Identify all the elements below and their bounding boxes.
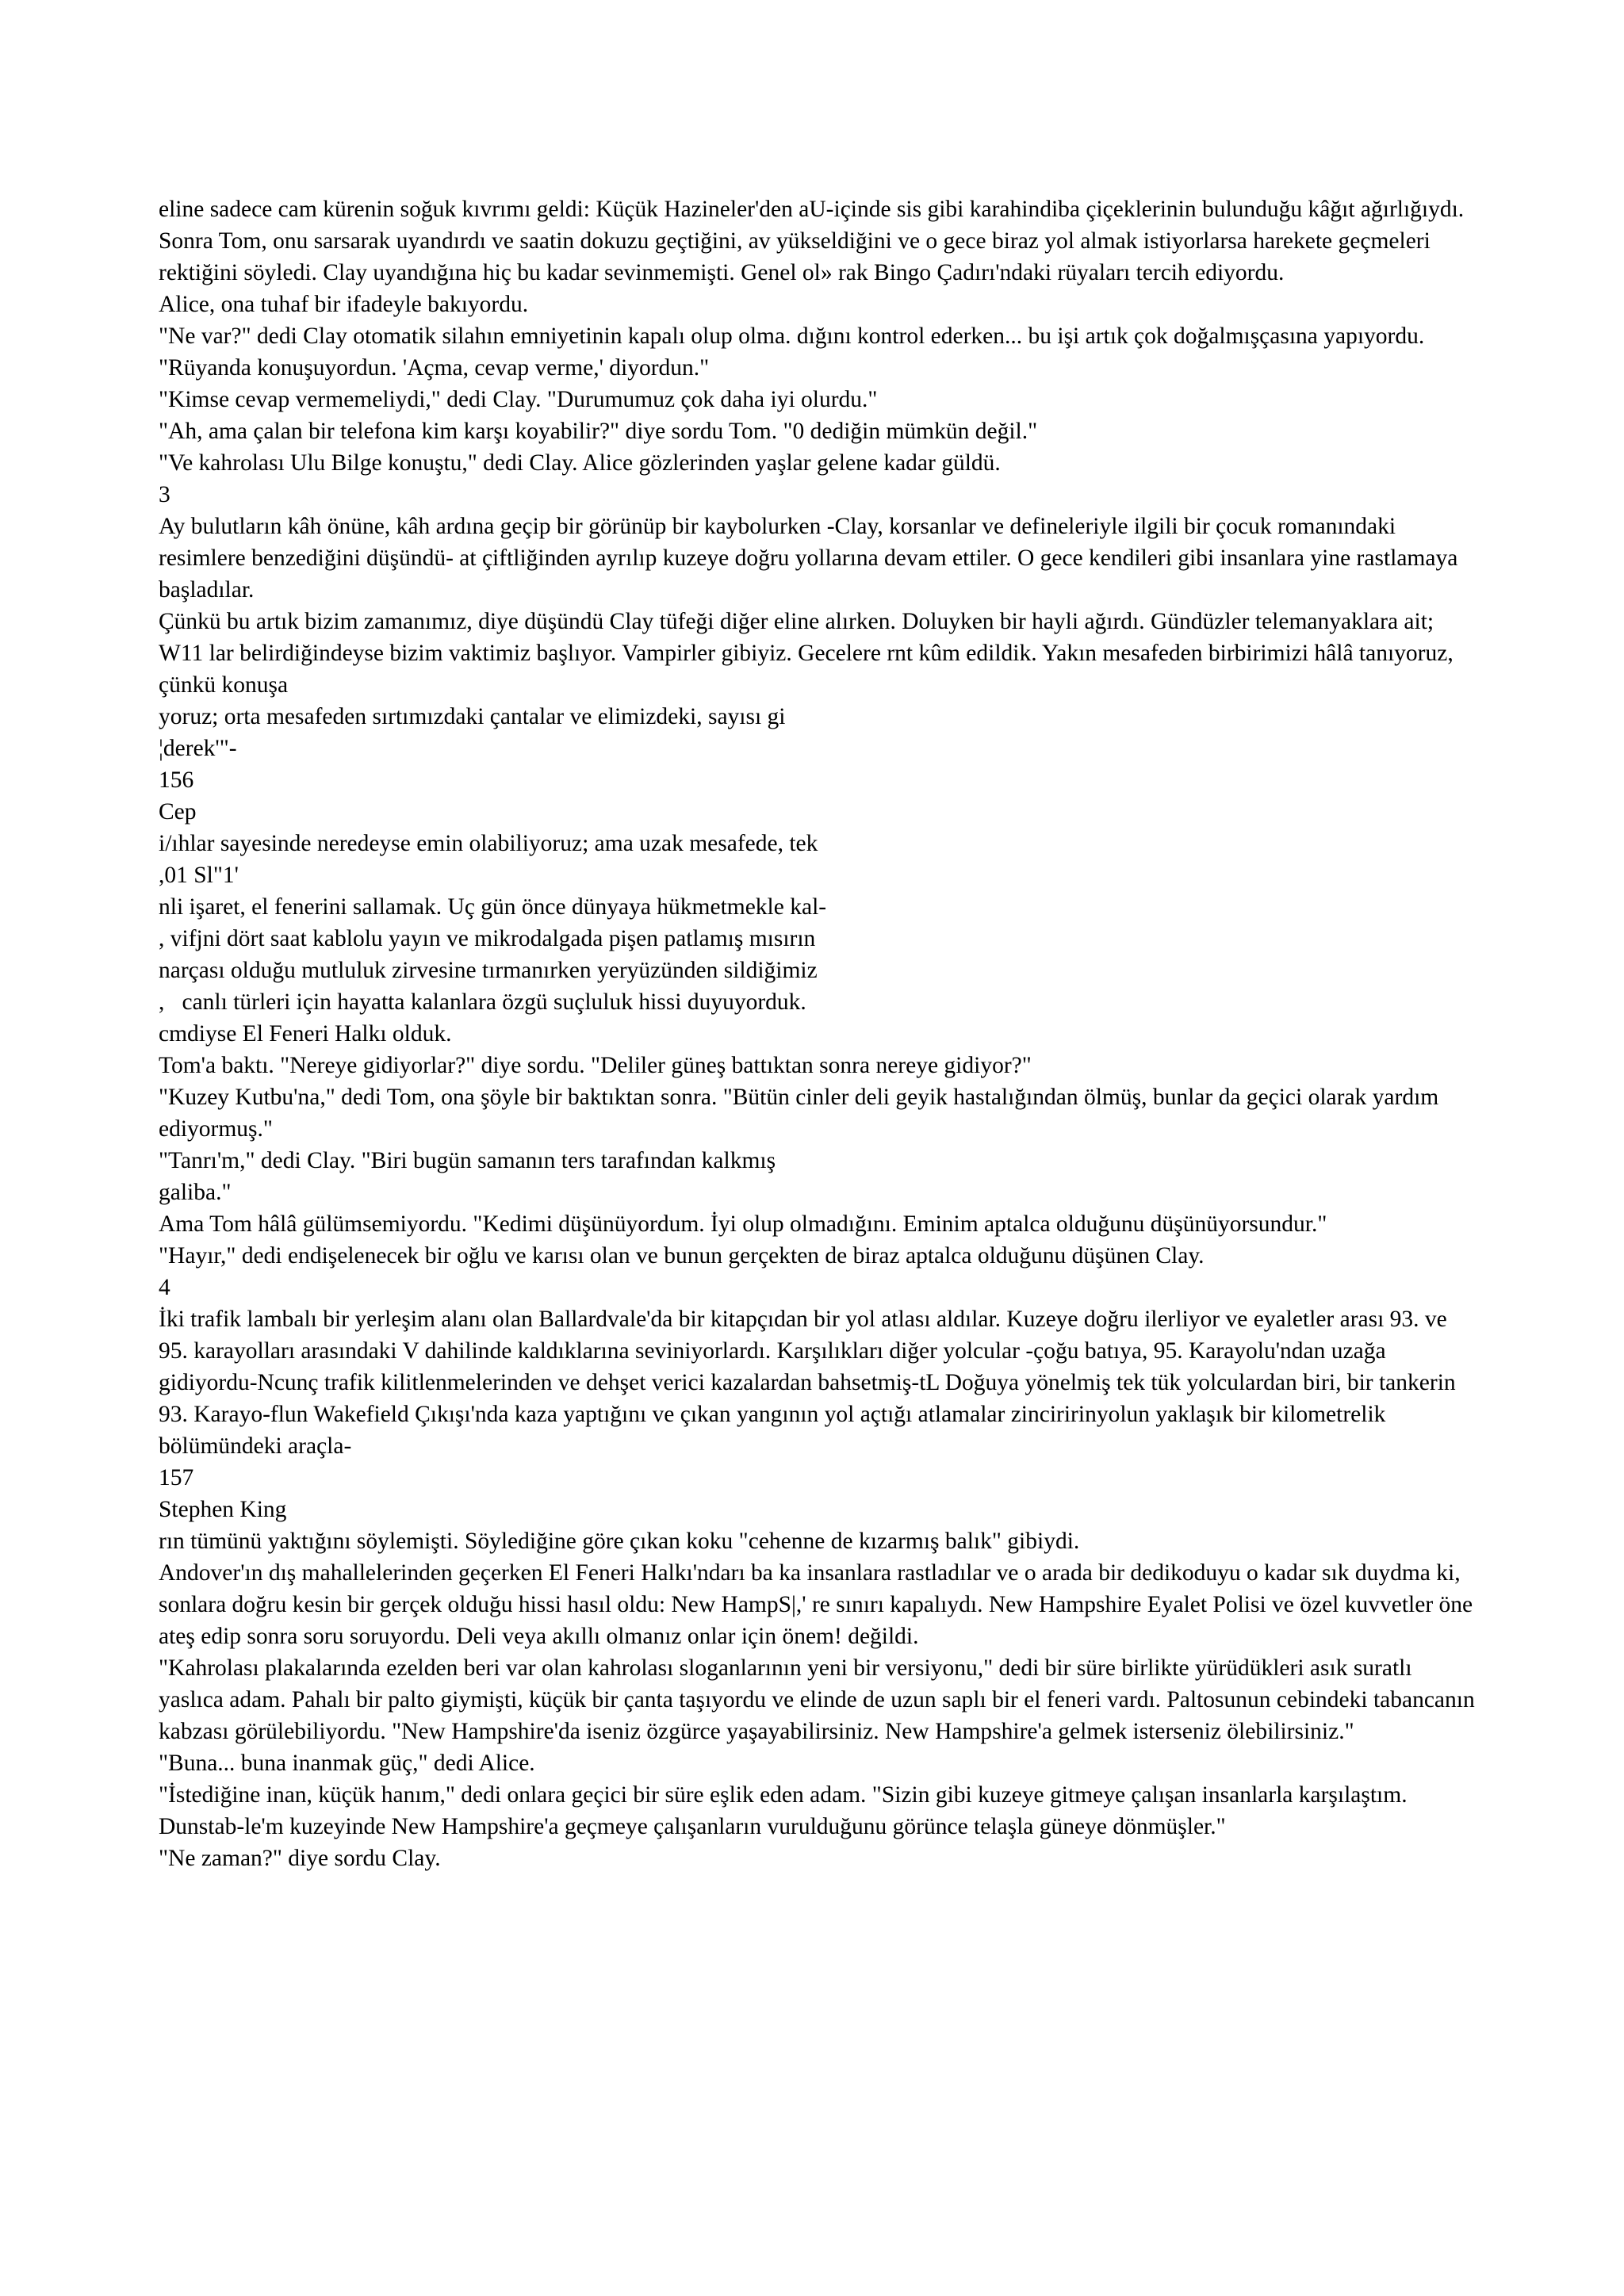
text-line: Sonra Tom, onu sarsarak uyandırdı ve saatin dokuzu geçtiğini, av yükseldiğini ve o gece biraz yol almak istiyorlarsa harekete geçmeleri rektiğini söyledi. Clay uyandığına hiç bu kadar sevinmemişti. Genel ol» rak Bingo Çadırı'ndaki rüyaları tercih ediyordu. bbox=[159, 228, 1437, 285]
text-line: Tom'a baktı. "Nereye gidiyorlar?" diye sordu. "Deliler güneş battıktan sonra nereye gidiyor?" bbox=[159, 1053, 1032, 1078]
page-number: 156 bbox=[159, 767, 194, 793]
text-line: nli işaret, el fenerini sallamak. Uç gün önce dünyaya hükmetmekle kal- bbox=[159, 894, 827, 920]
document-page bbox=[159, 193, 1481, 1874]
text-line: "Ve kahrolası Ulu Bilge konuştu," dedi Clay. Alice gözlerinden yaşlar gelene kadar güldü. bbox=[159, 450, 1001, 476]
text-line: , canlı türleri için hayatta kalanlara özgü suçluluk hissi duyuyorduk. bbox=[159, 989, 806, 1015]
text-line: "Buna... buna inanmak güç," dedi Alice. bbox=[159, 1751, 535, 1776]
text-line: , vifjni dört saat kablolu yayın ve mikrodalgada pişen patlamış mısırın bbox=[159, 926, 816, 951]
text-line: "Kuzey Kutbu'na," dedi Tom, ona şöyle bir baktıktan sonra. "Bütün cinler deli geyik hastalığından ölmüş, bunlar da geçici olarak yardım ediyormuş." bbox=[159, 1085, 1445, 1142]
text-line: "Hayır," dedi endişelenecek bir oğlu ve karısı olan ve bunun gerçekten de biraz aptalca olduğunu düşünen Clay. bbox=[159, 1243, 1205, 1269]
text-line: İki trafik lambalı bir yerleşim alanı olan Ballardvale'da bir kitapçıdan bir yol atlası aldılar. Kuzeye doğru ilerliyor ve eyaletler arası 93. ve 95. karayolları arasındaki V dahilinde kaldıklarına seviniyorlardı. Karşılıkları diğer yolcular -çoğu batıya, 95. Karayolu'ndan uzağa gidiyordu-Ncunç trafik kilitlenmelerinden ve dehşet verici kazalardan bahsetmiş-tL Doğuya yönelmiş tek tük yolculardan biri, bir tankerin 93. Karayo-flun Wakefield Çıkışı'nda kaza yaptığını ve çıkan yangının yol açtığı atlamalar zinciririnyolun yaklaşık bir kilometrelik bölümündeki araçla- bbox=[159, 1307, 1462, 1459]
text-line: Ay bulutların kâh önüne, kâh ardına geçip bir görünüp bir kaybolurken -Clay, korsanlar ve defineleriyle ilgili bir çocuk romanındaki resimlere benzediğini düşündü- at çiftliğinden ayrılıp kuzeye doğru yollarına devam ettiler. O gece kendileri gibi insanlara yine rastlamaya başladılar. bbox=[159, 514, 1464, 603]
text-line: "Kimse cevap vermemeliydi," dedi Clay. "Durumumuz çok daha iyi olurdu." bbox=[159, 387, 878, 412]
text-line: cmdiyse El Feneri Halkı olduk. bbox=[159, 1021, 452, 1047]
text-line: "Tanrı'm," dedi Clay. "Biri bugün samanın ters tarafından kalkmış bbox=[159, 1148, 776, 1173]
text-line: "Ne var?" dedi Clay otomatik silahın emniyetinin kapalı olup olma. dığını kontrol ederken... bu işi artık çok doğalmışçasına yapıyordu. bbox=[159, 323, 1425, 349]
text-line: Ama Tom hâlâ gülümsemiyordu. "Kedimi düşünüyordum. İyi olup olmadığını. Eminim aptalca olduğunu düşünüyorsundur." bbox=[159, 1211, 1327, 1237]
text-line: narçası olduğu mutluluk zirvesine tırmanırken yeryüzünden sildiğimiz bbox=[159, 958, 818, 983]
section-number: 4 bbox=[159, 1275, 170, 1300]
text-line: "Ah, ama çalan bir telefona kim karşı koyabilir?" diye sordu Tom. "0 dediğin mümkün değil." bbox=[159, 419, 1038, 444]
text-line: galiba." bbox=[159, 1180, 232, 1205]
running-header: Cep bbox=[159, 799, 197, 825]
page-number: 157 bbox=[159, 1465, 194, 1490]
section-number: 3 bbox=[159, 482, 170, 507]
text-line: i/ıhlar sayesinde neredeyse emin olabiliyoruz; ama uzak mesafede, tek bbox=[159, 831, 818, 856]
text-line: Çünkü bu artık bizim zamanımız, diye düşündü Clay tüfeği diğer eline alırken. Doluyken bir hayli ağırdı. Gündüzler telemanyaklara ait; W11 lar belirdiğindeyse bizim vaktimiz başlıyor. Vampirler gibiyiz. Gecelere rnt kûm edildik. Yakın mesafeden birbirimizi hâlâ tanıyoruz, çünkü konuşa bbox=[159, 609, 1460, 698]
text-line: ¦derek'"- bbox=[159, 736, 237, 761]
text-line: "Kahrolası plakalarında ezelden beri var olan kahrolası sloganlarının yeni bir versiyonu," dedi bir süre birlikte yürüdükleri asık suratlı yaslıca adam. Pahalı bir palto giymişti, küçük bir çanta taşıyordu ve elinde de uzun saplı bir el feneri vardı. Paltosunun cebindeki tabancanın kabzası görülebiliyordu. "New Hampshire'da iseniz özgürce yaşayabilirsiniz. New Hampshire'a gelmek isterseniz ölebilirsiniz." bbox=[159, 1655, 1481, 1744]
text-line: "İstediğine inan, küçük hanım," dedi onlara geçici bir süre eşlik eden adam. "Sizin gibi kuzeye gitmeye çalışan insanlarla karşılaştım. Dunstab-le'm kuzeyinde New Hampshire'a geçmeye çalışanların vurulduğunu görünce telaşla güneye dönmüşler." bbox=[159, 1782, 1413, 1839]
text-line: "Ne zaman?" diye sordu Clay. bbox=[159, 1846, 441, 1871]
text-line: eline sadece cam kürenin soğuk kıvrımı geldi: Küçük Hazineler'den aU-içinde sis gibi karahindiba çiçeklerinin bulunduğu kâğıt ağırlığıydı. bbox=[159, 197, 1465, 222]
running-header: Stephen King bbox=[159, 1497, 287, 1522]
text-line: ,01 Sl"1' bbox=[159, 863, 239, 888]
text-line: rın tümünü yaktığını söylemişti. Söylediğine göre çıkan koku "cehenne de kızarmış balık" gibiydi. bbox=[159, 1529, 1080, 1554]
text-line: Andover'ın dış mahallelerinden geçerken El Feneri Halkı'ndarı ba ka insanlara rastladılar ve o arada bir dedikoduyu o kadar sık duydma ki, sonlara doğru kesin bir gerçek olduğu hissi hasıl oldu: New HampS|,' re sınırı kapalıydı. New Hampshire Eyalet Polisi ve özel kuvvetler öne ateş edip sonra soru soruyordu. Deli veya akıllı olmanız onlar için önem! değildi. bbox=[159, 1560, 1479, 1649]
text-line: Alice, ona tuhaf bir ifadeyle bakıyordu. bbox=[159, 292, 529, 317]
text-line: yoruz; orta mesafeden sırtımızdaki çantalar ve elimizdeki, sayısı gi bbox=[159, 704, 786, 729]
text-line: "Rüyanda konuşuyordun. 'Açma, cevap verme,' diyordun." bbox=[159, 355, 710, 381]
